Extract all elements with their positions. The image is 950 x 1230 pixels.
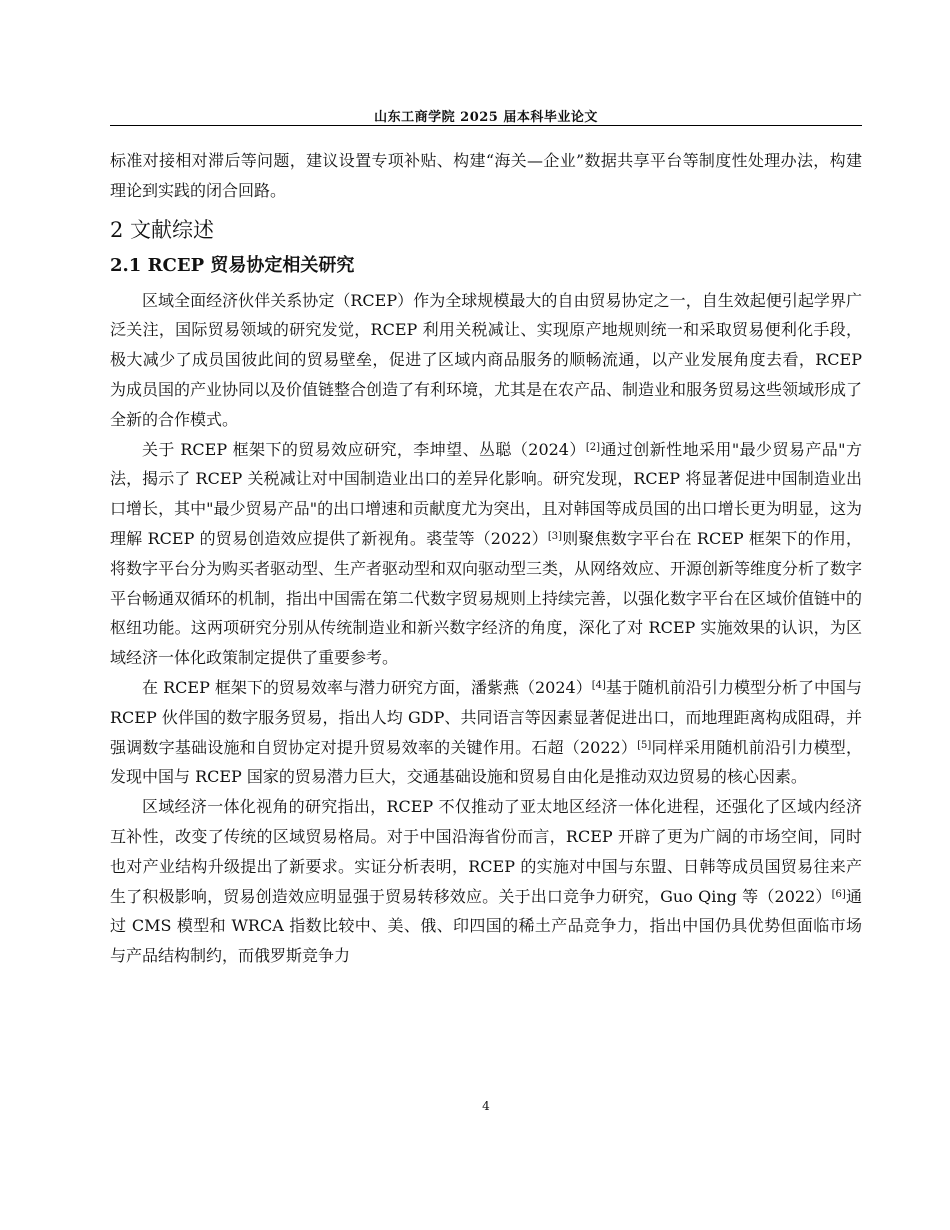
header-rule [110, 125, 862, 126]
subsection-heading: 2.1 RCEP 贸易协定相关研究 [110, 254, 355, 276]
paragraph-regional-integration [110, 792, 862, 971]
paragraph-text: 则聚焦数字平台在 RCEP 框架下的作用，将数字平台分为购买者驱动型、生产者驱动型和双向驱动型三类，从网络效应、开源创新等维度分析了数字平台畅通双循环的机制，指出中国需在第二代数字贸易规则上持续完善，以强化数字平台在区域价值链中的枢纽功能。这两项研究分别从传统制造业和新兴数字经济的角度，深化了对 RCEP 实施效果的认识，为区域经济一体化政策制定提供了重要参考。 [110, 528, 863, 668]
paragraph-text: 通过创新性地采用"最少贸易产品"方法，揭示了 RCEP 关税减让对中国制造业出口的差异化影响。研究发现，RCEP 将显著促进中国制造业出口增长，其中"最少贸易产品"的出口增速和贡献度尤为突出，且对韩国等成员国的出口增长更为明显，这为理解 RCEP 的贸易创造效应提供了新视角。裘莹等（2022） [110, 439, 862, 548]
paragraph-text: 基于随机前沿引力模型分析了中国与 RCEP 伙伴国的数字服务贸易，指出人均 GDP、共同语言等因素显著促进出口，而地理距离构成阻碍，并强调数字基础设施和自贸协定对提升贸易效率的关键作用。石超（2022） [110, 677, 862, 757]
citation-link[interactable]: [2] [585, 441, 601, 453]
citation-link[interactable]: [5] [637, 739, 652, 751]
paragraph-text: 通过 CMS 模型和 WRCA 指数比较中、美、俄、印四国的稀土产品竞争力，指出中国仍具优势但面临市场与产品结构制约，而俄罗斯竞争力 [110, 886, 862, 966]
paragraph-text: 同样采用随机前沿引力模型，发现中国与 RCEP 国家的贸易潜力巨大，交通基础设施和贸易自由化是推动双边贸易的核心因素。 [110, 737, 862, 787]
page-number: 4 [482, 1099, 490, 1113]
paragraph-text: 在 RCEP 框架下的贸易效率与潜力研究方面，潘紫燕（2024） [142, 677, 592, 697]
paragraph-text: 区域经济一体化视角的研究指出，RCEP 不仅推动了亚太地区经济一体化进程，还强化了区域内经济互补性，改变了传统的区域贸易格局。对于中国沿海省份而言，RCEP 开辟了更为广阔的市场空间，同时也对产业结构升级提出了新要求。实证分析表明，RCEP 的实施对中国与东盟、日韩等成员国贸易往来产生了积极影响，贸易创造效应明显强于贸易转移效应。关于出口竞争力研究，Guo Qing 等（2022） [110, 797, 862, 906]
running-header: 山东工商学院 2025 届本科毕业论文 [374, 110, 598, 125]
paragraph-continued: 标准对接相对滞后等问题，建议设置专项补贴、构建“海关—企业”数据共享平台等制度性处理办法，构建理论到实践的闭合回路。 [110, 151, 862, 200]
document-body [110, 146, 862, 971]
citation-link[interactable]: [4] [591, 679, 606, 691]
citation-link[interactable]: [3] [547, 530, 563, 542]
citation-link[interactable]: [6] [831, 888, 846, 900]
paragraph-trade-effect [110, 435, 862, 673]
paragraph-rcep-overview: 区域全面经济伙伴关系协定（RCEP）作为全球规模最大的自由贸易协定之一，自生效起便引起学界广泛关注，国际贸易领域的研究发觉，RCEP 利用关税减让、实现原产地规则统一和采取贸易便利化手段，极大减少了成员国彼此间的贸易壁垒，促进了区域内商品服务的顺畅流通，以产业发展角度去看，RCEP 为成员国的产业协同以及价值链整合创造了有利环境，尤其是在农产品、制造业和服务贸易这些领域形成了全新的合作模式。 [110, 290, 863, 429]
section-heading: 2 文献综述 [110, 217, 215, 242]
paragraph-trade-efficiency [110, 673, 862, 792]
paragraph-text: 关于 RCEP 框架下的贸易效应研究，李坤望、丛聪（2024） [142, 439, 586, 459]
